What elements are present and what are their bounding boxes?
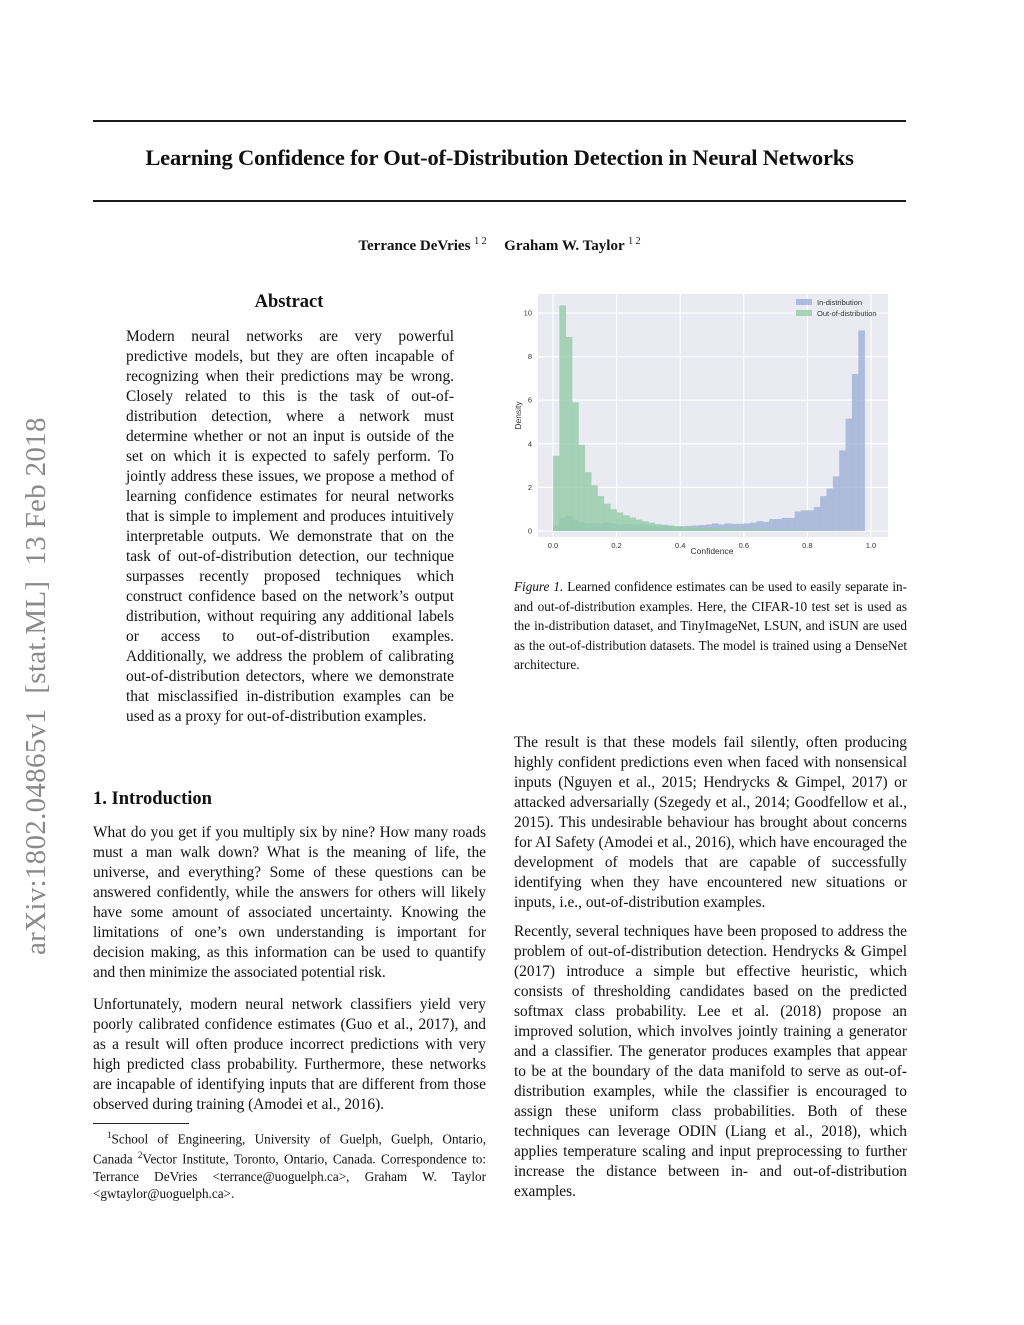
histogram-bar [629, 517, 636, 531]
histogram-bar [788, 530, 795, 531]
histogram-bar [623, 515, 630, 531]
author-name: Graham W. Taylor [504, 238, 625, 254]
histogram-bar [795, 511, 802, 531]
histogram-bar [578, 445, 585, 531]
histogram-bar [674, 526, 681, 531]
histogram-bar [648, 523, 655, 531]
histogram-bar [655, 524, 662, 531]
histogram-bar [820, 496, 827, 531]
title-rule-bottom [93, 200, 906, 202]
histogram-bar [769, 530, 776, 531]
legend-label: In-distribution [817, 298, 863, 307]
histogram-bar [680, 527, 687, 531]
histogram-bar [725, 529, 732, 531]
figure-label: Figure 1. [514, 579, 564, 594]
arxiv-stamp: arXiv:1802.04865v1 [stat.ML] 13 Feb 2018 [20, 417, 52, 955]
title-rule-top [93, 120, 906, 122]
histogram-bar [801, 510, 808, 531]
legend-swatch [796, 310, 812, 316]
histogram-bar [572, 402, 579, 531]
x-tick-label: 0.2 [611, 541, 622, 550]
x-axis-label: Confidence [690, 546, 734, 556]
histogram-bar [858, 330, 865, 531]
footnote-mark: 1 [107, 1130, 112, 1140]
histogram-bar [585, 472, 592, 531]
histogram-bar [591, 485, 598, 531]
figure-caption [514, 577, 907, 675]
intro-paragraph: What do you get if you multiply six by nine? How many roads must a man walk down? What is the meaning of life, the universe, and everything? Some of these questions can be answered confidently, while the answers for others will likely have some amount of associated uncertainty. Knowing the limitations of one’s own understanding is important for decision making, as this information can be used to quantify and then minimize the associated potential risk. [93, 824, 486, 981]
legend-label: Out-of-distribution [817, 309, 877, 318]
histogram-chart [508, 288, 898, 563]
y-tick-label: 2 [527, 482, 532, 492]
histogram-bar [712, 528, 719, 531]
histogram-bar [699, 528, 706, 531]
x-tick-label: 0.4 [674, 541, 686, 550]
footnote-affiliation-1: School of Engineering, University of Guelph, Guelph, Ontario, Canada [93, 1131, 486, 1167]
y-tick-label: 10 [523, 308, 532, 318]
y-axis-label: Density [513, 401, 523, 430]
histogram-bar [617, 512, 624, 531]
histogram-bar [667, 526, 674, 531]
y-tick-label: 4 [527, 439, 532, 449]
histogram-bar [731, 529, 738, 531]
footnote-rule [93, 1123, 189, 1124]
legend-swatch [796, 299, 812, 305]
histogram-bar [795, 530, 802, 531]
histogram-bar [750, 529, 757, 531]
figure-caption-text: Learned confidence estimates can be used to easily separate in- and out-of-distribution examples. Here, the CIFAR-10 test set is used as the in-distribution dataset, and TinyImageNet, LSUN, and iSUN are used as the out-of-distribution datasets. The model is trained using a DenseNet architecture. [514, 579, 907, 672]
histogram-bar [636, 520, 643, 531]
histogram-bar [814, 507, 821, 531]
histogram-bar [807, 510, 814, 531]
x-tick-label: 1.0 [865, 541, 877, 550]
x-tick-label: 0.8 [802, 541, 813, 550]
histogram-bar [610, 509, 617, 531]
x-tick-label: 0.0 [547, 541, 559, 550]
author-list [93, 236, 906, 255]
abstract-body: Modern neural networks are very powerful predictive models, but they are often incapable of recognizing when their predictions may be wrong. Closely related to this is the task of out-of-distribution detection, where a network must determine whether or not an input is outside of the set on which it is expected to safely perform. To jointly address these issues, we propose a method of learning confidence estimates for neural networks that is simple to implement and produces intuitively interpretable outputs. We demonstrate that on the task of out-of-distribution detection, our technique surpasses recently proposed techniques which construct confidence based on the network’s output distribution, without requiring any additional labels or access to out-of-distribution examples. Additionally, we address the problem of calibrating out-of-distribution detectors, where we demonstrate that misclassified in-distribution examples can be used as a proxy for out-of-distribution examples. [126, 328, 454, 725]
intro-paragraph: Unfortunately, modern neural network classifiers yield very poorly calibrated confidence estimates (Guo et al., 2017), and as a result will often produce incorrect predictions with very high predicted class probability. Furthermore, these networks are incapable of identifying inputs that are different from those observed during training (Amodei et al., 2016). [93, 996, 486, 1113]
histogram-bar [598, 496, 605, 531]
author-name: Terrance DeVries [358, 238, 471, 254]
footnote [93, 1127, 486, 1202]
histogram-bar [839, 450, 846, 531]
section-heading-introduction: 1. Introduction [93, 789, 212, 809]
histogram-bar [846, 419, 853, 531]
author-affiliation-marks: 1 2 [628, 236, 641, 247]
histogram-bar [763, 530, 770, 531]
histogram-bar [801, 530, 808, 531]
histogram-bar [757, 530, 764, 531]
histogram-bar [737, 529, 744, 531]
histogram-bar [693, 528, 700, 531]
footnote-mark: 2 [137, 1150, 143, 1161]
author-affiliation-marks: 1 2 [474, 236, 487, 247]
intro-paragraph: The result is that these models fail silently, often producing highly confident predictions even when faced with nonsensical inputs (Nguyen et al., 2015; Hendrycks & Gimpel, 2017) or attacked adversarially (Szegedy et al., 2014; Goodfellow et al., 2015). This undesirable behaviour has brought about concerns for AI Safety (Amodei et al., 2016), which have encouraged the development of models that are capable of successfully identifying when they have encountered new situations or inputs, i.e., out-of-distribution examples. [514, 734, 907, 911]
y-tick-label: 8 [527, 352, 532, 362]
footnote-affiliation-2: Vector Institute, Toronto, Ontario, Canada. Correspondence to: Terrance DeVries <terrance@uoguelph.ca>, Graham W. Taylor <gwtaylor@uoguelph.ca>. [93, 1151, 486, 1201]
x-tick-label: 0.6 [738, 541, 750, 550]
histogram-bar [769, 519, 776, 531]
intro-paragraph: Recently, several techniques have been proposed to address the problem of out-of-distribution detection. Hendrycks & Gimpel (2017) introduce a simple but effective heuristic, which consists of thresholding candidates based on the predicted softmax class probability. Lee et al. (2018) propose an improved solution, which involves jointly training a generator and a classifier. The generator produces examples that appear to be at the boundary of the data manifold to serve as out-of-distribution examples, while the classifier is encouraged to assign these uniform class probabilities. Both of these techniques can leverage ODIN (Liang et al., 2018), which applies temperature scaling and input preprocessing to further increase the distance between in- and out-of-distribution examples. [514, 923, 907, 1200]
histogram-bar [852, 374, 859, 531]
histogram-bar [706, 528, 713, 531]
histogram-bar [566, 337, 573, 531]
abstract-heading: Abstract [254, 292, 324, 312]
histogram-bar [744, 529, 751, 531]
histogram-bar [661, 525, 668, 531]
histogram-bar [642, 521, 649, 531]
histogram-bar [763, 522, 770, 531]
histogram-bar [559, 305, 566, 531]
histogram-bar [807, 530, 814, 531]
histogram-bar [687, 527, 694, 531]
histogram-bar [553, 456, 560, 531]
histogram-bar [776, 530, 783, 531]
y-tick-label: 0 [527, 526, 532, 536]
y-tick-label: 6 [527, 395, 532, 405]
histogram-bar [826, 488, 833, 531]
histogram-bar [604, 504, 611, 531]
histogram-bar [757, 521, 764, 531]
histogram-bar [833, 477, 840, 532]
histogram-bar [782, 530, 789, 531]
histogram-bar [718, 529, 725, 531]
histogram-bar [776, 519, 783, 531]
histogram-bar [782, 518, 789, 531]
paper-title: Learning Confidence for Out-of-Distribution Detection in Neural Networks [145, 145, 854, 170]
histogram-bar [788, 518, 795, 531]
figure-1-histogram [508, 288, 898, 563]
